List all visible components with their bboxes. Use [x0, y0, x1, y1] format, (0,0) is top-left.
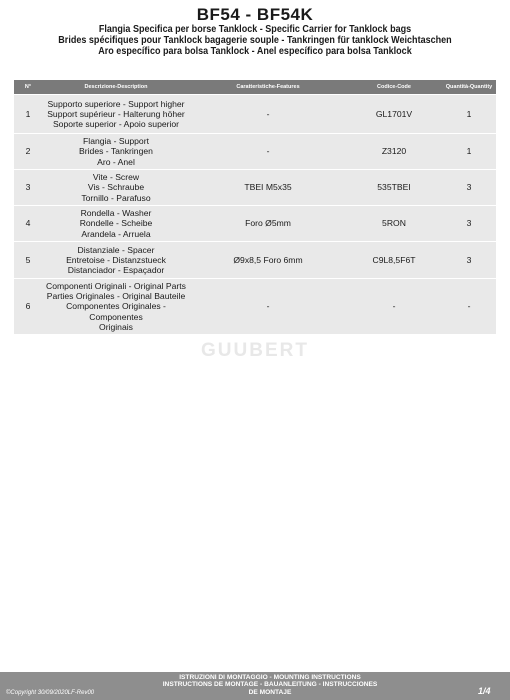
row-features: Ø9x8,5 Foro 6mm — [190, 242, 346, 278]
row-code: GL1701V — [346, 95, 442, 133]
row-description — [42, 95, 190, 133]
description-line: Distanziale - Spacer — [77, 244, 155, 255]
row-quantity: - — [442, 279, 496, 334]
parts-table — [14, 79, 496, 335]
table-header-row — [14, 80, 496, 94]
description-line: Flangia - Support — [83, 136, 149, 147]
description-line: Brides - Tankringen — [79, 146, 153, 157]
footer-line: DE MONTAJE — [248, 688, 292, 696]
footer-instructions — [150, 674, 390, 696]
description-line: Supporto superiore - Support higher — [47, 98, 185, 109]
column-header-description: Descrizione-Description — [42, 80, 190, 94]
row-number: 2 — [14, 134, 42, 169]
row-quantity: 3 — [442, 206, 496, 241]
row-number: 4 — [14, 206, 42, 241]
description-line: Rondella - Washer — [80, 208, 152, 219]
description-line: Entretoise - Distanzstueck — [66, 254, 166, 265]
copyright-notice: ©Copyright 30/09/2020LF-Rev00 — [6, 690, 95, 696]
row-features: - — [190, 134, 346, 169]
row-code: - — [346, 279, 442, 334]
description-line: Tornillo - Parafuso — [81, 192, 151, 203]
subtitle-line: Flangia Specifica per borse Tanklock - Specific Carrier for Tanklock bags — [98, 23, 412, 35]
table-row — [14, 170, 496, 205]
description-line: Aro - Anel — [97, 156, 135, 167]
row-number: 6 — [14, 279, 42, 334]
row-quantity: 1 — [442, 134, 496, 169]
description-line: Vis - Schraube — [87, 182, 145, 193]
document-title: BF54 - BF54K — [196, 5, 314, 24]
subtitle-line: Brides spécifiques pour Tanklock bagagerie souple - Tankringen für tanklock Weichtaschen — [58, 34, 452, 47]
column-header-code: Codice-Code — [346, 80, 442, 94]
table-row — [14, 279, 496, 334]
row-description — [42, 206, 190, 241]
description-line: Arandela - Arruela — [81, 228, 151, 239]
column-header-quantity: Quantità-Quantity — [442, 80, 496, 94]
row-quantity: 3 — [442, 242, 496, 278]
row-features: Foro Ø5mm — [190, 206, 346, 241]
row-features: - — [190, 279, 346, 334]
description-line: Componentes Originales - Componentes — [66, 301, 166, 322]
row-description — [42, 279, 190, 334]
document-header — [0, 6, 510, 58]
row-number: 5 — [14, 242, 42, 278]
description-line: Vite - Screw — [92, 172, 140, 183]
row-code: 535TBEI — [346, 170, 442, 205]
column-header-features: Caratteristiche-Features — [190, 80, 346, 94]
table-row — [14, 206, 496, 241]
description-line: Soporte superior - Apoio superior — [52, 119, 180, 130]
description-line: Parties Originales - Original Bauteile — [46, 291, 186, 302]
row-description — [42, 242, 190, 278]
row-quantity: 3 — [442, 170, 496, 205]
subtitle-line: Aro específico para bolsa Tanklock - Anel específico para bolsa Tanklock — [98, 45, 412, 58]
page-number: 1/4 — [478, 686, 491, 696]
row-code: Z3120 — [346, 134, 442, 169]
row-code: 5RON — [346, 206, 442, 241]
footer-line: ISTRUZIONI DI MONTAGGIO - MOUNTING INSTRUCTIONS — [179, 674, 361, 681]
row-number: 3 — [14, 170, 42, 205]
row-description — [42, 134, 190, 169]
watermark: GUUBERT — [201, 340, 309, 361]
row-description — [42, 170, 190, 205]
row-features: TBEI M5x35 — [190, 170, 346, 205]
column-header-number: N° — [14, 80, 42, 94]
description-line: Rondelle - Scheibe — [79, 218, 153, 229]
row-code: C9L8,5F6T — [346, 242, 442, 278]
description-line: Originais — [99, 321, 133, 332]
description-line: Componenti Originali - Original Parts — [46, 281, 186, 291]
description-line: Support supérieur - Halterung höher — [47, 108, 185, 119]
row-quantity: 1 — [442, 95, 496, 133]
row-features: - — [190, 95, 346, 133]
table-row — [14, 95, 496, 133]
row-number: 1 — [14, 95, 42, 133]
description-line: Distanciador - Espaçador — [67, 265, 165, 276]
footer-line: INSTRUCTIONS DE MONTAGE - BAUANLEITUNG - INSTRUCCIONES — [162, 681, 378, 689]
table-row — [14, 134, 496, 169]
table-row — [14, 242, 496, 278]
